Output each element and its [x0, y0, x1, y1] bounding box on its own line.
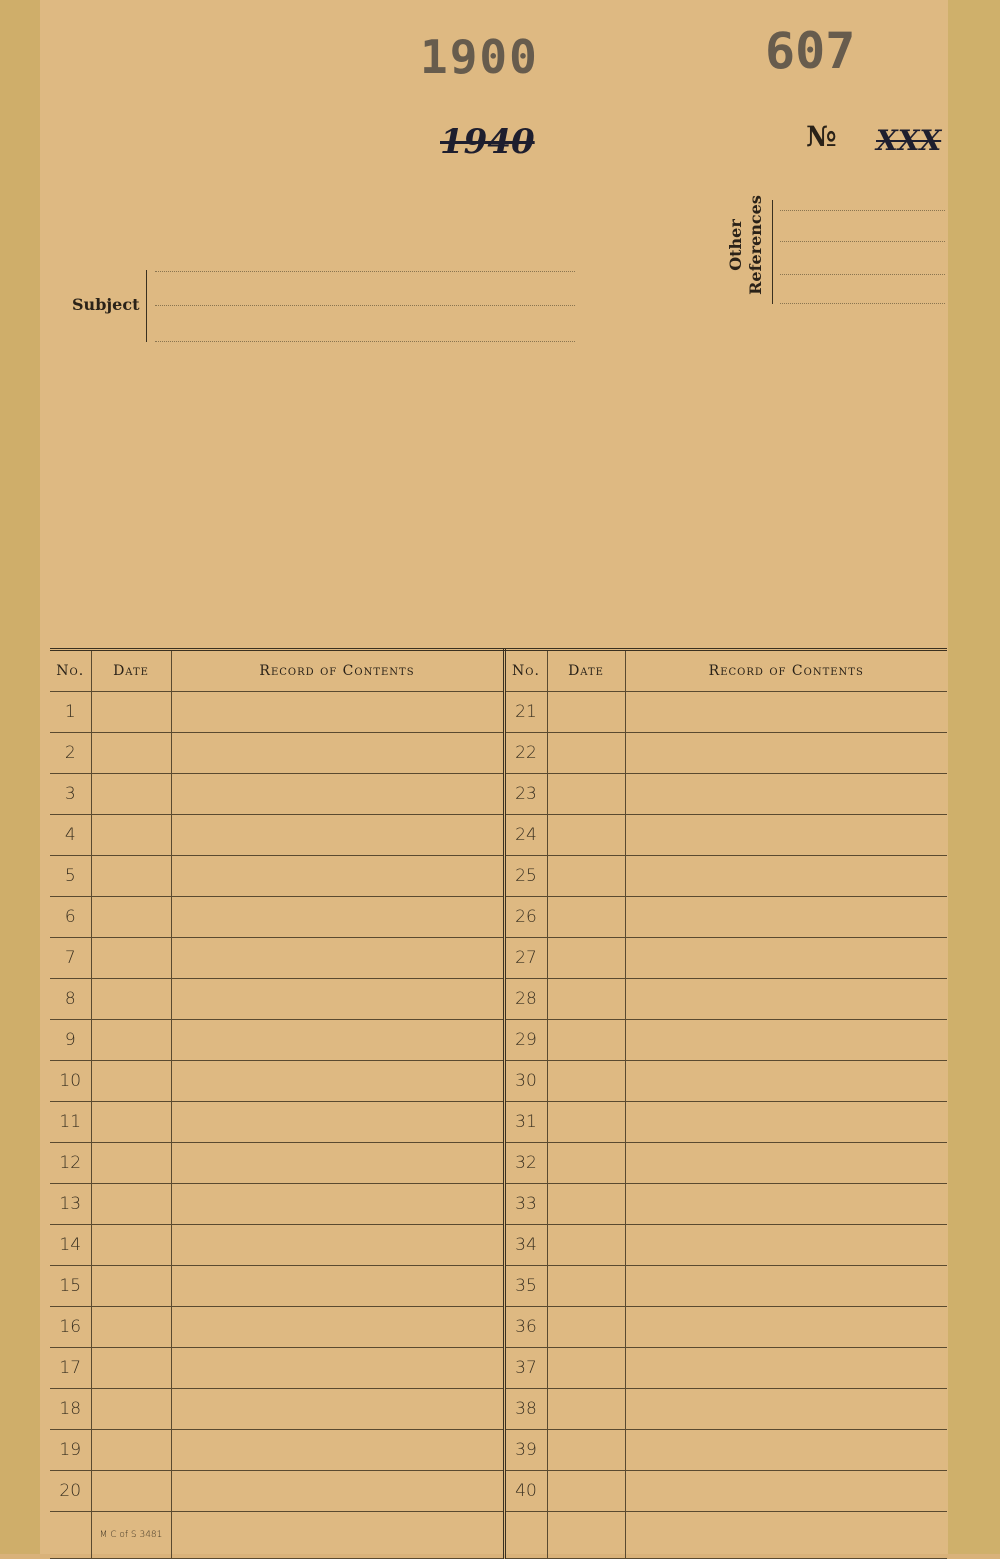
- reference-line-4: [780, 303, 945, 304]
- entry-number-left: 1: [50, 692, 91, 733]
- entry-number-right: 35: [504, 1266, 547, 1307]
- entry-date-right: [547, 692, 625, 733]
- footer-cell: [625, 1512, 947, 1559]
- entry-record-right: [625, 774, 947, 815]
- entry-number-left: 5: [50, 856, 91, 897]
- entry-number-right: 26: [504, 897, 547, 938]
- header-no-right: No.: [504, 650, 547, 692]
- entry-date-left: [91, 1430, 171, 1471]
- table-row: [50, 897, 947, 938]
- table-row: [50, 1225, 947, 1266]
- entry-number-right: 29: [504, 1020, 547, 1061]
- entry-record-right: [625, 1307, 947, 1348]
- entry-number-left: 13: [50, 1184, 91, 1225]
- entry-date-right: [547, 1307, 625, 1348]
- entry-record-left: [171, 733, 504, 774]
- table-row: [50, 774, 947, 815]
- entry-record-right: [625, 979, 947, 1020]
- table-row: [50, 938, 947, 979]
- entry-number-right: 39: [504, 1430, 547, 1471]
- entry-number-left: 14: [50, 1225, 91, 1266]
- record-table: [50, 648, 947, 1559]
- entry-number-right: 23: [504, 774, 547, 815]
- reference-line-1: [780, 210, 945, 211]
- entry-number-right: 30: [504, 1061, 547, 1102]
- table-row: [50, 979, 947, 1020]
- entry-date-right: [547, 1225, 625, 1266]
- footer-cell: [547, 1512, 625, 1559]
- entry-date-left: [91, 938, 171, 979]
- entry-record-left: [171, 897, 504, 938]
- entry-date-right: [547, 774, 625, 815]
- entry-date-right: [547, 1471, 625, 1512]
- entry-record-right: [625, 692, 947, 733]
- table-row: [50, 1143, 947, 1184]
- entry-record-left: [171, 1389, 504, 1430]
- table-row: [50, 1184, 947, 1225]
- entry-date-left: [91, 1348, 171, 1389]
- number-label: №: [806, 120, 837, 153]
- table-row: [50, 856, 947, 897]
- entry-record-right: [625, 815, 947, 856]
- entry-date-left: [91, 1389, 171, 1430]
- entry-number-left: 11: [50, 1102, 91, 1143]
- entry-date-right: [547, 1102, 625, 1143]
- entry-record-right: [625, 1389, 947, 1430]
- entry-date-left: [91, 815, 171, 856]
- entry-record-left: [171, 1143, 504, 1184]
- entry-record-right: [625, 733, 947, 774]
- entry-record-left: [171, 1471, 504, 1512]
- header-date-right: Date: [547, 650, 625, 692]
- entry-record-right: [625, 1266, 947, 1307]
- entry-date-left: [91, 897, 171, 938]
- footer-cell: [50, 1512, 91, 1559]
- entry-number-right: 27: [504, 938, 547, 979]
- entry-record-left: [171, 938, 504, 979]
- table-row: [50, 1061, 947, 1102]
- entry-date-left: [91, 733, 171, 774]
- table-row: [50, 692, 947, 733]
- entry-record-left: [171, 1348, 504, 1389]
- entry-date-left: [91, 1266, 171, 1307]
- entry-record-left: [171, 692, 504, 733]
- reference-line-3: [780, 274, 945, 275]
- entry-date-left: [91, 856, 171, 897]
- entry-number-right: 37: [504, 1348, 547, 1389]
- table-row: [50, 1102, 947, 1143]
- entry-record-left: [171, 815, 504, 856]
- entry-date-left: [91, 1225, 171, 1266]
- crossed-out-number: XXX: [876, 124, 942, 157]
- entry-date-left: [91, 1471, 171, 1512]
- table-row: [50, 1307, 947, 1348]
- stamped-year: 1900: [420, 30, 539, 84]
- entry-record-right: [625, 1471, 947, 1512]
- entry-number-right: 36: [504, 1307, 547, 1348]
- entry-record-right: [625, 1061, 947, 1102]
- entry-number-right: 31: [504, 1102, 547, 1143]
- entry-record-right: [625, 1430, 947, 1471]
- entry-record-right: [625, 1184, 947, 1225]
- reference-line-2: [780, 241, 945, 242]
- entry-number-right: 34: [504, 1225, 547, 1266]
- entry-date-left: [91, 1307, 171, 1348]
- entry-date-right: [547, 1061, 625, 1102]
- stamped-file-number: 607: [765, 22, 856, 80]
- entry-number-left: 6: [50, 897, 91, 938]
- left-binding-strip: [0, 0, 40, 1554]
- entry-number-left: 16: [50, 1307, 91, 1348]
- entry-number-right: 38: [504, 1389, 547, 1430]
- entry-number-right: 22: [504, 733, 547, 774]
- entry-record-left: [171, 856, 504, 897]
- entry-record-right: [625, 938, 947, 979]
- subject-label: Subject: [72, 295, 140, 314]
- entry-record-left: [171, 1430, 504, 1471]
- entry-number-left: 12: [50, 1143, 91, 1184]
- header-date-left: Date: [91, 650, 171, 692]
- footer-cell: [504, 1512, 547, 1559]
- entry-record-left: [171, 1061, 504, 1102]
- entry-number-left: 10: [50, 1061, 91, 1102]
- header-record-right: Record of Contents: [625, 650, 947, 692]
- subject-brace: [146, 270, 155, 342]
- entry-date-right: [547, 856, 625, 897]
- entry-record-left: [171, 1225, 504, 1266]
- entry-record-right: [625, 856, 947, 897]
- header-no-left: No.: [50, 650, 91, 692]
- entry-number-left: 20: [50, 1471, 91, 1512]
- references-brace: [772, 200, 779, 304]
- entry-number-left: 8: [50, 979, 91, 1020]
- entry-record-right: [625, 1102, 947, 1143]
- entry-number-right: 32: [504, 1143, 547, 1184]
- entry-date-left: [91, 1184, 171, 1225]
- entry-record-left: [171, 1307, 504, 1348]
- entry-number-left: 19: [50, 1430, 91, 1471]
- entry-date-right: [547, 1143, 625, 1184]
- entry-date-right: [547, 1020, 625, 1061]
- header-record-left: Record of Contents: [171, 650, 504, 692]
- entry-date-right: [547, 979, 625, 1020]
- table-row: [50, 1348, 947, 1389]
- entry-record-left: [171, 1184, 504, 1225]
- entry-number-left: 3: [50, 774, 91, 815]
- table-row: [50, 1471, 947, 1512]
- other-references-label: Other References: [726, 195, 765, 295]
- table-footer-row: [50, 1512, 947, 1559]
- entry-number-right: 28: [504, 979, 547, 1020]
- entry-date-right: [547, 1348, 625, 1389]
- entry-number-left: 9: [50, 1020, 91, 1061]
- entry-number-right: 33: [504, 1184, 547, 1225]
- entry-date-left: [91, 1061, 171, 1102]
- entry-date-right: [547, 1389, 625, 1430]
- entry-number-left: 2: [50, 733, 91, 774]
- entry-date-left: [91, 774, 171, 815]
- entry-record-left: [171, 979, 504, 1020]
- entry-number-left: 7: [50, 938, 91, 979]
- footer-cell: [171, 1512, 504, 1559]
- entry-record-left: [171, 1020, 504, 1061]
- entry-date-left: [91, 692, 171, 733]
- entry-record-right: [625, 1348, 947, 1389]
- entry-date-right: [547, 1266, 625, 1307]
- entry-date-right: [547, 897, 625, 938]
- table-row: [50, 815, 947, 856]
- entry-number-right: 21: [504, 692, 547, 733]
- right-binding-strip: [948, 0, 1000, 1554]
- subject-line-2: [155, 305, 575, 306]
- entry-date-left: [91, 1020, 171, 1061]
- entry-date-right: [547, 815, 625, 856]
- entry-date-left: [91, 1143, 171, 1184]
- table-row: [50, 1266, 947, 1307]
- table-row: [50, 733, 947, 774]
- entry-number-right: 40: [504, 1471, 547, 1512]
- entry-record-right: [625, 1020, 947, 1061]
- entry-record-right: [625, 1143, 947, 1184]
- entry-number-right: 24: [504, 815, 547, 856]
- entry-number-left: 17: [50, 1348, 91, 1389]
- entry-record-left: [171, 1102, 504, 1143]
- entry-date-right: [547, 1430, 625, 1471]
- entry-record-left: [171, 1266, 504, 1307]
- entry-date-left: [91, 979, 171, 1020]
- entry-number-left: 18: [50, 1389, 91, 1430]
- crossed-out-year: 1940: [440, 122, 535, 162]
- entry-record-left: [171, 774, 504, 815]
- entry-date-right: [547, 938, 625, 979]
- table-header-row: [50, 650, 947, 692]
- form-code: M C of S 3481: [91, 1512, 171, 1559]
- entry-number-left: 15: [50, 1266, 91, 1307]
- table-row: [50, 1020, 947, 1061]
- entry-date-right: [547, 733, 625, 774]
- entry-number-right: 25: [504, 856, 547, 897]
- subject-line-3: [155, 341, 575, 342]
- subject-line-1: [155, 271, 575, 272]
- entry-record-right: [625, 897, 947, 938]
- entry-date-right: [547, 1184, 625, 1225]
- table-row: [50, 1430, 947, 1471]
- entry-record-right: [625, 1225, 947, 1266]
- table-row: [50, 1389, 947, 1430]
- entry-number-left: 4: [50, 815, 91, 856]
- entry-date-left: [91, 1102, 171, 1143]
